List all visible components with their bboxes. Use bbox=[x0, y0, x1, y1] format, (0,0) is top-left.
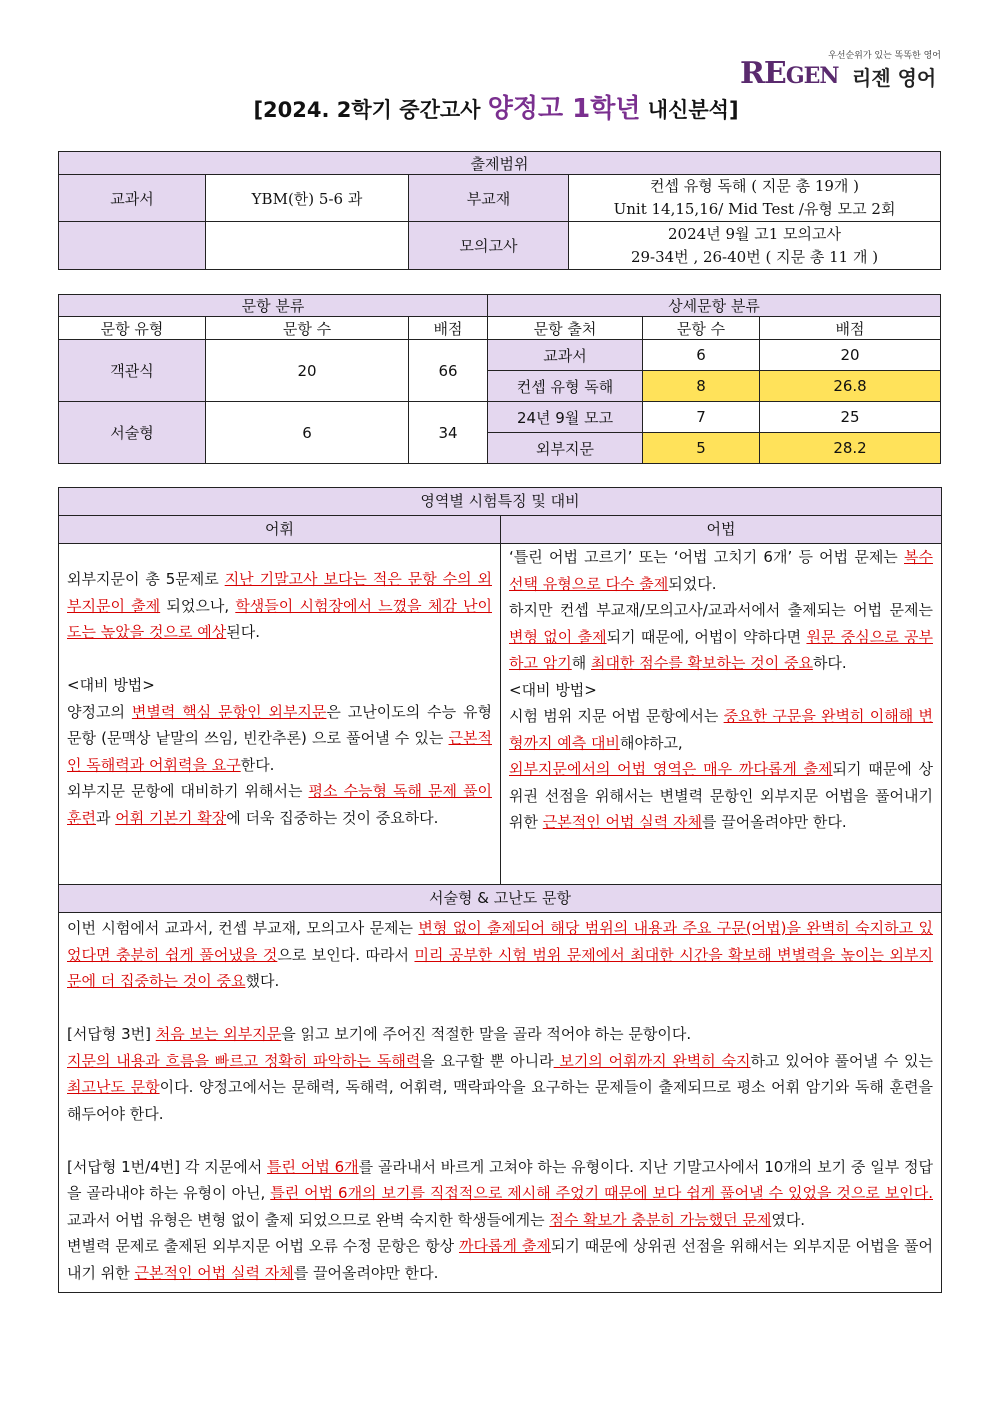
subjective-label: 서술형 bbox=[59, 402, 206, 464]
grammar-prep: <대비 방법> bbox=[509, 680, 597, 699]
empty-value bbox=[206, 222, 409, 270]
source-count: 5 bbox=[643, 433, 760, 464]
col-source: 문항 출처 bbox=[488, 317, 643, 340]
school-highlight: 양정고 1학년 bbox=[487, 94, 641, 124]
range-table bbox=[58, 151, 941, 270]
grammar-paragraph: 시험 범위 지문 어법 문항에서는 중요한 구문을 완벽히 이해해 변형까지 예측 대비해야하고, bbox=[509, 707, 933, 752]
source-count: 7 bbox=[643, 402, 760, 433]
page-title: [2024. 2학기 중간고사 양정고 1학년 내신분석] bbox=[253, 94, 739, 124]
vocab-header: 어휘 bbox=[59, 516, 500, 544]
grammar-paragraph: ‘틀린 어법 고르기’ 또는 ‘어법 고치기 6개’ 등 어법 문제는 복수 선택 유형으로 다수 출제되었다. bbox=[509, 548, 933, 593]
brand-logo bbox=[740, 48, 945, 91]
mock-value: 2024년 9월 고1 모의고사 29-34번 , 26-40번 ( 지문 총 11 개 ) bbox=[569, 222, 941, 270]
features-header: 영역별 시험특징 및 대비 bbox=[59, 488, 941, 516]
objective-label: 객관식 bbox=[59, 340, 206, 402]
source-row: 교과서 bbox=[488, 340, 643, 371]
vocab-paragraph: 외부지문이 총 5문제로 지난 기말고사 보다는 적은 문항 수의 외부지문이 출제 되었으나, 학생들이 시험장에서 느꼈을 체감 난이도는 높았을 것으로 예상된다. bbox=[67, 570, 492, 641]
logo-brand-kr: 리젠 영어 bbox=[852, 66, 937, 90]
essay-text bbox=[59, 913, 941, 1292]
features-columns bbox=[59, 516, 941, 885]
source-score: 28.2 bbox=[760, 433, 941, 464]
classify-header-right: 상세문항 분류 bbox=[488, 295, 941, 317]
textbook-label: 교과서 bbox=[59, 175, 206, 222]
grammar-paragraph: 하지만 컨셉 부교재/모의고사/교과서에서 출제되는 어법 문제는 변형 없이 출제되기 때문에, 어법이 약하다면 원문 중심으로 공부하고 암기해 최대한 점수를 확보하는 것이 중요하다. bbox=[509, 601, 933, 672]
objective-score: 66 bbox=[409, 340, 488, 402]
logo-tagline: 우선순위가 있는 똑똑한 영어 bbox=[828, 51, 941, 61]
col-count: 문항 수 bbox=[206, 317, 409, 340]
essay-paragraph: [서답형 3번] 처음 보는 외부지문을 읽고 보기에 주어진 적절한 말을 골라 적어야 하는 문항이다. bbox=[67, 1025, 692, 1043]
essay-paragraph: [서답형 1번/4번] 각 지문에서 틀린 어법 6개를 골라내서 바르게 고쳐야 하는 유형이다. 지난 기말고사에서 10개의 보기 중 일부 정답을 골라내야 하는 유형이 아닌, 틀린 어법 6개의 보기를 직접적으로 제시해 주었기 때문에 보다 쉽게 풀어낼 수 있었을 것으로 보인다. 교과서 어법 유형은 변형 없이 출제 되었으므로 완벽 숙지한 학생들에게는 점수 확보가 충분히 가능했던 문제였다. bbox=[67, 1157, 934, 1229]
range-header: 출제범위 bbox=[59, 152, 941, 175]
subjective-score: 34 bbox=[409, 402, 488, 464]
classify-header-left: 문항 분류 bbox=[59, 295, 488, 317]
grammar-text bbox=[501, 544, 941, 884]
col-type: 문항 유형 bbox=[59, 317, 206, 340]
source-score: 26.8 bbox=[760, 371, 941, 402]
essay-paragraph: 변별력 문제로 출제된 외부지문 어법 오류 수정 문항은 항상 까다롭게 출제되기 때문에 상위권 선점을 위해서는 외부지문 어법을 풀어내기 위한 근본적인 어법 실력 자체를 끌어올려야만 한다. bbox=[67, 1237, 933, 1282]
empty-label bbox=[59, 222, 206, 270]
source-score: 20 bbox=[760, 340, 941, 371]
subbook-label: 부교재 bbox=[409, 175, 569, 222]
source-count: 6 bbox=[643, 340, 760, 371]
grammar-header: 어법 bbox=[501, 516, 941, 544]
col-score: 배점 bbox=[409, 317, 488, 340]
source-count: 8 bbox=[643, 371, 760, 402]
analysis-box bbox=[58, 487, 942, 1293]
source-row: 컨셉 유형 독해 bbox=[488, 371, 643, 402]
mock-label: 모의고사 bbox=[409, 222, 569, 270]
textbook-value: YBM(한) 5-6 과 bbox=[206, 175, 409, 222]
col-count2: 문항 수 bbox=[643, 317, 760, 340]
subbook-value: 컨셉 유형 독해 ( 지문 총 19개 ) Unit 14,15,16/ Mid Test /유형 모고 2회 bbox=[569, 175, 941, 222]
col-score2: 배점 bbox=[760, 317, 941, 340]
vocab-text bbox=[59, 544, 500, 884]
source-row: 24년 9월 모고 bbox=[488, 402, 643, 433]
source-row: 외부지문 bbox=[488, 433, 643, 464]
grammar-column bbox=[500, 516, 941, 884]
grammar-paragraph: 외부지문에서의 어법 영역은 매우 까다롭게 출제되기 때문에 상위권 선점을 위해서는 변별력 문항인 외부지문 어법을 풀어내기 위한 근본적인 어법 실력 자체를 끌어올려야만 한다. bbox=[509, 760, 933, 831]
essay-header: 서술형 & 고난도 문항 bbox=[59, 885, 941, 913]
subjective-count: 6 bbox=[206, 402, 409, 464]
vocab-paragraph: 양정고의 변별력 핵심 문항인 외부지문은 고난이도의 수능 유형 문항 (문맥상 낱말의 쓰임, 빈칸추론) 으로 풀어낼 수 있는 근본적인 독해력과 어휘력을 요구한다. bbox=[67, 702, 492, 774]
objective-count: 20 bbox=[206, 340, 409, 402]
vocab-paragraph: 외부지문 문항에 대비하기 위해서는 평소 수능형 독해 문제 풀이 훈련과 어휘 기본기 확장에 더욱 집중하는 것이 중요하다. bbox=[67, 782, 492, 827]
vocab-prep: <대비 방법> bbox=[67, 676, 155, 694]
source-score: 25 bbox=[760, 402, 941, 433]
vocab-column bbox=[59, 516, 500, 884]
essay-paragraph: 지문의 내용과 흐름을 빠르고 정확히 파악하는 독해력을 요구할 뿐 아니라 보기의 어휘까지 완벽히 숙지하고 있어야 풀어낼 수 있는 최고난도 문항이다. 양정고에서는 문해력, 독해력, 어휘력, 맥락파악을 요구하는 문제들이 출제되므로 평소 어휘 암기와 독해 훈련을 해두어야 한다. bbox=[67, 1051, 934, 1123]
logo-brand: REGEN bbox=[740, 56, 839, 91]
essay-paragraph: 이번 시험에서 교과서, 컨셉 부교재, 모의고사 문제는 변형 없이 출제되어 해당 범위의 내용과 주요 구문(어법)을 완벽히 숙지하고 있었다면 충분히 쉽게 풀어냈을 것으로 보인다. 따라서 미리 공부한 시험 범위 문제에서 최대한 시간을 확보해 변별력을 높이는 외부지문에 더 집중하는 것이 중요했다. bbox=[67, 919, 933, 990]
classify-table bbox=[58, 294, 941, 464]
